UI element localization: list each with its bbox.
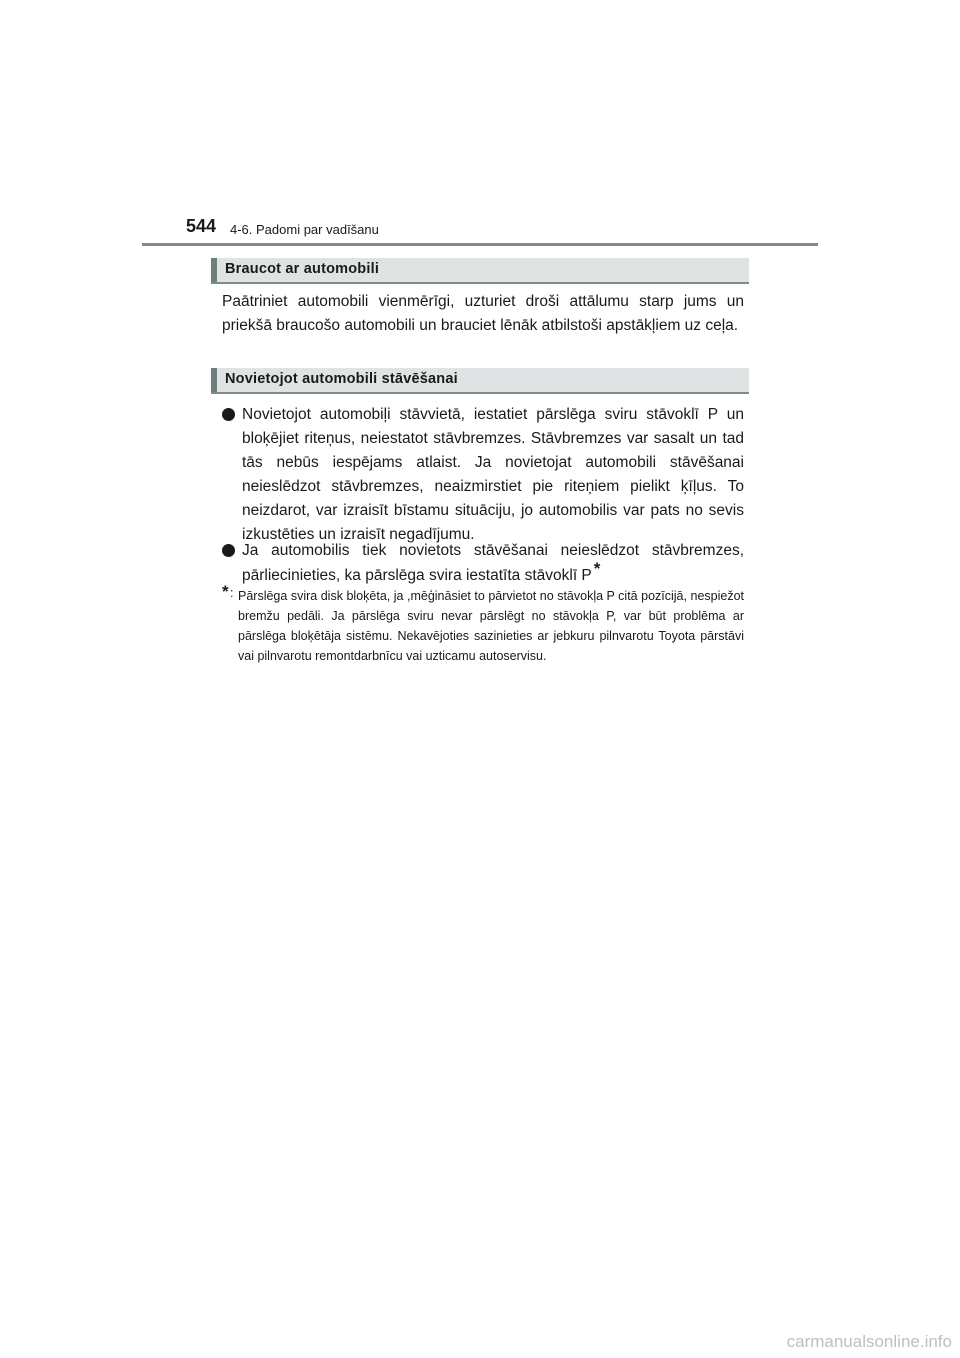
header-rule xyxy=(142,243,818,246)
section-heading-parking xyxy=(211,368,749,394)
bullet-text: Novietojot automobiļi stāvvietā, iestatiet pārslēga sviru stāvoklī P un bloķējiet riteņus, neiestatot stāvbremzes. Stāvbremzes var sasalt un tad tās nebūs iespējams atlaist. Ja novietojat automobili stāvēšanai neieslēdzot stāvbremzes, neaizmirstiet pie riteņiem pielikt ķīļus. To neizdarot, var izraisīt bīstamu situāciju, jo automobilis var pats no sevis izkustēties un izraisīt negadījumu. xyxy=(242,406,744,543)
bullet-text: Ja automobilis tiek novietots stāvēšanai neieslēdzot stāvbremzes, pārliecinieties, ka pārslēga svira iestatīta stāvoklī P xyxy=(242,542,744,584)
page-number: 544 xyxy=(186,216,217,236)
heading-bar xyxy=(211,368,217,392)
footnote-star: * xyxy=(593,559,601,578)
page-header xyxy=(142,214,818,246)
driving-paragraph: Paātriniet automobili vienmērīgi, uzturiet droši attālumu starp jums un priekšā braucošo automobili un brauciet lēnāk atbilstoši apstākļiem uz ceļa. xyxy=(222,293,744,334)
section-path: 4-6. Padomi par vadīšanu xyxy=(230,222,379,237)
bullet-text-wrap xyxy=(242,539,744,588)
section-title: Braucot ar automobili xyxy=(225,261,380,277)
watermark: carmanualsonline.info xyxy=(786,1332,952,1351)
section-title: Novietojot automobili stāvēšanai xyxy=(225,371,458,387)
bullet-icon xyxy=(222,408,235,421)
footnote-text: Pārslēga svira disk bloķēta, ja ,mēģināsiet to pārvietot no stāvokļa P citā pozīcijā, nespiežot bremžu pedāli. Ja pārslēga sviru nevar pārslēgt no stāvokļa P, var būt problēma ar pārslēga bloķētāja sistēmu. Nekavējoties sazinieties ar jebkuru pilnvarotu Toyota pārstāvi vai pilnvarotu remontdarbnīcu vai uzticamu autoservisu. xyxy=(238,589,744,663)
bullet-icon xyxy=(222,544,235,557)
section-heading-driving xyxy=(211,258,749,284)
heading-bar xyxy=(211,258,217,282)
footnote-mark: * xyxy=(222,582,229,601)
footnote-separator: : xyxy=(230,586,234,600)
